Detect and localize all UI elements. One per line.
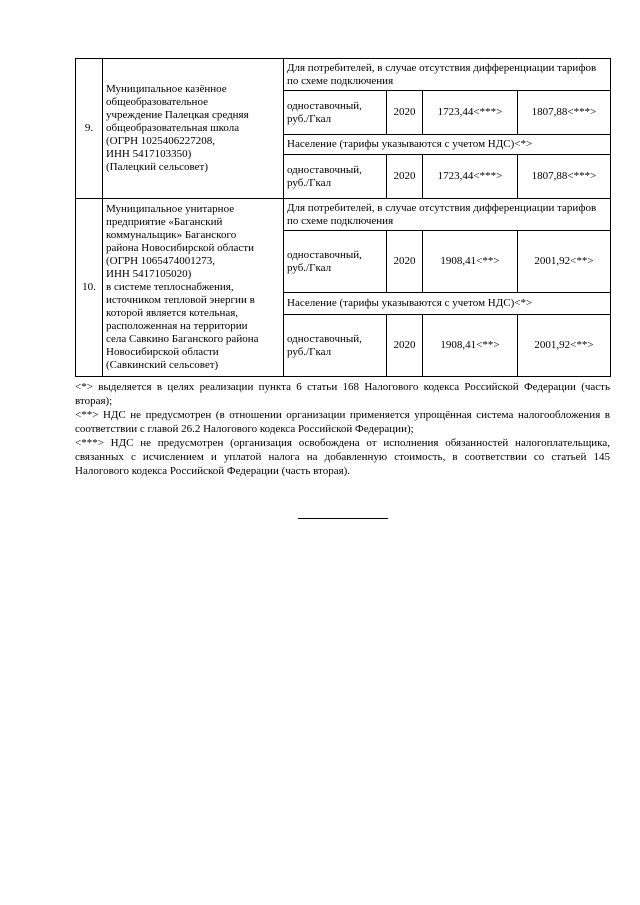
organization-line: (ОГРН 1065474001273,: [106, 255, 216, 267]
consumer-group-label: Население (тарифы указываются с учетом НДС)<*>: [284, 135, 611, 155]
organization-line: расположенная на территории: [106, 320, 248, 332]
tariff-year: 2020: [387, 231, 423, 293]
footnote: <*> выделяется в целях реализации пункта 6 статьи 168 Налогового кодекса Российской Федерации (часть вторая);: [75, 381, 610, 407]
consumer-group-label: Для потребителей, в случае отсутствия дифференциации тарифов по схеме подключения: [284, 59, 611, 91]
tariff-year: 2020: [387, 91, 423, 135]
table-row: [76, 59, 611, 91]
organization-line: района Новосибирской области: [106, 242, 254, 254]
consumer-group-label: Для потребителей, в случае отсутствия дифференциации тарифов по схеме подключения: [284, 199, 611, 231]
organization-line: источником тепловой энергии в: [106, 294, 255, 306]
organization-line: предприятие «Баганский: [106, 216, 223, 228]
organization-line: коммунальщик» Баганского: [106, 229, 237, 241]
row-number: 9.: [76, 59, 103, 199]
tariff-year: 2020: [387, 155, 423, 199]
organization-line: (Савкинский сельсовет): [106, 359, 219, 371]
tariff-table: [75, 58, 611, 377]
organization-line: учреждение Палецкая средняя: [106, 109, 249, 121]
table-row: [76, 199, 611, 231]
organization-line: общеобразовательная школа: [106, 122, 240, 134]
tariff-value-first-half: 1723,44<***>: [423, 155, 518, 199]
tariff-value-first-half: 1723,44<***>: [423, 91, 518, 135]
organization-line: общеобразовательное: [106, 96, 208, 108]
consumer-group-label: Население (тарифы указываются с учетом НДС)<*>: [284, 293, 611, 315]
organization-line: (ОГРН 1025406227208,: [106, 135, 216, 147]
tariff-type: одноставочный, руб./Гкал: [284, 155, 387, 199]
tariff-value-first-half: 1908,41<**>: [423, 315, 518, 377]
organization-line: ИНН 5417105020): [106, 268, 192, 280]
footnotes: [75, 380, 610, 478]
tariff-year: 2020: [387, 315, 423, 377]
organization-line: в системе теплоснабжения,: [106, 281, 234, 293]
tariff-type: одноставочный, руб./Гкал: [284, 91, 387, 135]
organization-line: которой является котельная,: [106, 307, 239, 319]
organization-line: Новосибирской области: [106, 346, 219, 358]
footnote: <***> НДС не предусмотрен (организация освобождена от исполнения обязанностей налогоплательщика, связанных с исчислением и уплатой налога на добавленную стоимость, в соответствии со статьей 145 Налогового кодекса Российской Федерации (часть вторая).: [75, 437, 610, 477]
organization-line: (Палецкий сельсовет): [106, 161, 208, 173]
organization-line: Муниципальное казённое: [106, 83, 227, 95]
organization-cell: [103, 59, 284, 199]
organization-line: села Савкино Баганского района: [106, 333, 259, 345]
tariff-value-first-half: 1908,41<**>: [423, 231, 518, 293]
organization-line: ИНН 5417103350): [106, 148, 192, 160]
organization-line: Муниципальное унитарное: [106, 203, 235, 215]
row-number: 10.: [76, 199, 103, 377]
tariff-type: одноставочный, руб./Гкал: [284, 231, 387, 293]
tariff-value-second-half: 1807,88<***>: [518, 155, 611, 199]
tariff-type: одноставочный, руб./Гкал: [284, 315, 387, 377]
tariff-value-second-half: 1807,88<***>: [518, 91, 611, 135]
tariff-value-second-half: 2001,92<**>: [518, 231, 611, 293]
separator-line: [298, 518, 388, 519]
tariff-value-second-half: 2001,92<**>: [518, 315, 611, 377]
organization-cell: [103, 199, 284, 377]
footnote: <**> НДС не предусмотрен (в отношении организации применяется упрощённая система налогообложения в соответствии с главой 26.2 Налогового кодекса Российской Федерации);: [75, 409, 610, 435]
